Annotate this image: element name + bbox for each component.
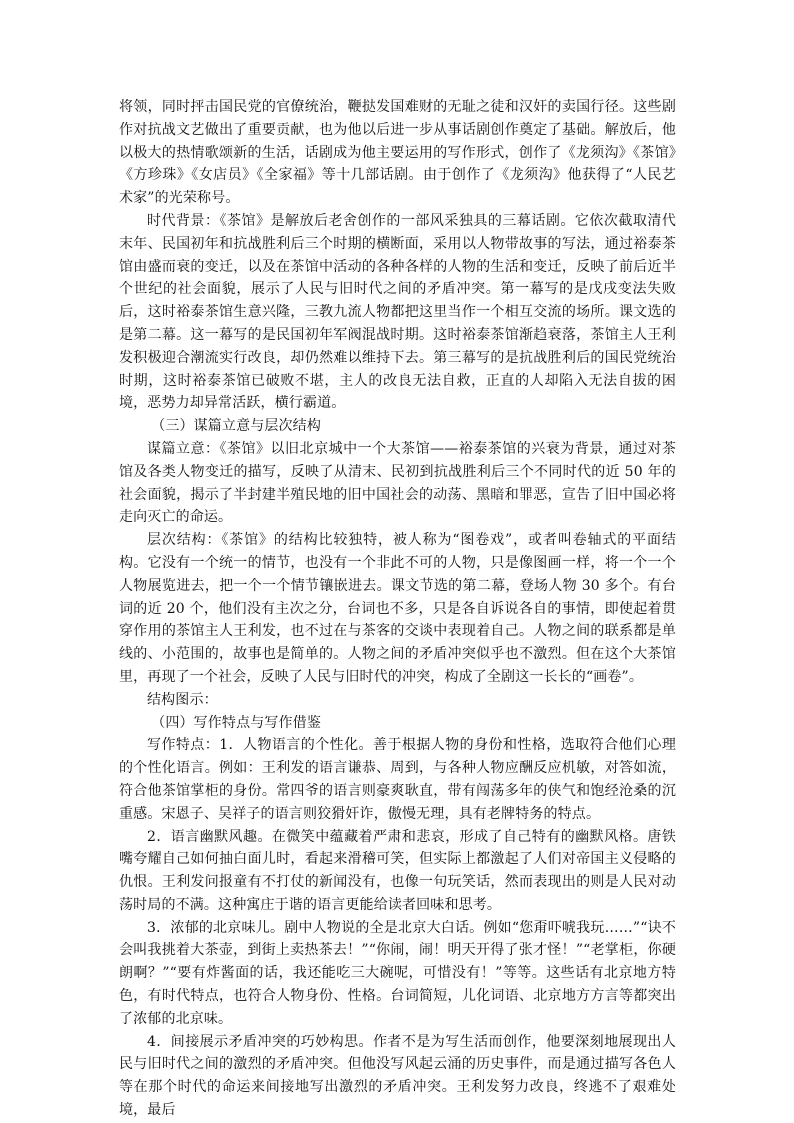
paragraph-structure-diagram-label: 结构图示： [147, 691, 218, 708]
section-heading-writing: （四）写作特点与写作借鉴 [151, 714, 321, 731]
paragraph-feature-3: 3．浓郁的北京味儿。剧中人物说的全是北京大白话。例如“您甭吓唬我玩……”“诀不会叫我挑着大茶壶，到街上卖热茶去！”“你闹，闹！明天开得了张才怪！”“老掌柜，你硬朗啊？”“要有炸酱面的话，我还能吃三大碗呢，可惜没有！”等等。这些话有北京地方特色，有时代特点，也符合人物身份、性格。台词简短，儿化词语、北京地方方言等都突出了浓郁的北京味。 [119, 919, 676, 1027]
paragraph-feature-1: 写作特点：1．人物语言的个性化。善于根据人物的身份和性格，选取符合他们心理的个性化语言。例如：王利发的语言谦恭、周到，与各种人物应酬反应机敏，对答如流，符合他茶馆掌柜的身份。常四爷的语言则豪爽耿直，带有闯荡多年的侠气和饱经沧桑的沉重感。宋恩子、吴祥子的语言则狡猾奸诈，傲慢无理，具有老牌特务的特点。 [119, 737, 676, 822]
paragraph-feature-2: 2．语言幽默风趣。在微笑中蕴藏着严肃和悲哀，形成了自己特有的幽默风格。唐铁嘴夸耀自己如何抽白面儿时，看起来滑稽可笑，但实际上都激起了人们对帝国主义侵略的仇恨。王利发问报童有不打仗的新闻没有，也像一句玩笑话，然而表现出的则是人民对动荡时局的不满。这种寓庄于谐的语言更能给读者回味和思考。 [119, 828, 676, 913]
section-heading-structure: （三）谋篇立意与层次结构 [151, 418, 321, 435]
paragraph-feature-4: 4．间接展示矛盾冲突的巧妙构思。作者不是为写生活而创作，他要深刻地展现出人民与旧时代之间的激烈的矛盾冲突。但他没写风起云涌的历史事件，而是通过描写各色人等在那个时代的命运来间接地写出激烈的矛盾冲突。王利发努力改良，终逃不了艰难处境，最后 [119, 1033, 676, 1119]
document-body [119, 96, 676, 1122]
paragraph-author-intro: 将领，同时抨击国民党的官僚统治，鞭挞发国难财的无耻之徒和汉奸的卖国行径。这些剧作对抗战文艺做出了重要贡献，也为他以后进一步从事话剧创作奠定了基础。解放后，他以极大的热情歌颂新的生活，话剧成为他主要运用的写作形式，创作了《龙须沟》《茶馆》《方珍珠》《女店员》《全家福》等十几部话剧。由于创作了《龙须沟》他获得了“人民艺术家”的光荣称号。 [119, 99, 676, 207]
paragraph-theme: 谋篇立意：《茶馆》以旧北京城中一个大茶馆——裕泰茶馆的兴衰为背景，通过对茶馆及各类人物变迁的描写，反映了从清末、民初到抗战胜利后三个不同时代的近 50 年的社会面貌，揭示了半封建半殖民地的旧中国社会的动荡、黑暗和罪恶，宣告了旧中国必将走向灭亡的命运。 [119, 440, 676, 526]
paragraph-time-background: 时代背景：《茶馆》是解放后老舍创作的一部风采独具的三幕话剧。它依次截取清代末年、民国初年和抗战胜利后三个时期的横断面，采用以人物带故事的写法，通过裕泰茶馆由盛而衰的变迁，以及在茶馆中活动的各种各样的人物的生活和变迁，反映了前后近半个世纪的社会面貌，展示了人民与旧时代之间的矛盾冲突。第一幕写的是戊戌变法失败后，这时裕泰茶馆生意兴隆，三教九流人物都把这里当作一个相互交流的场所。课文选的是第二幕。这一幕写的是民国初年军阀混战时期。这时裕泰茶馆渐趋衰落，茶馆主人王利发积极迎合潮流实行改良，却仍然难以维持下去。第三幕写的是抗战胜利后的国民党统治时期，这时裕泰茶馆已破败不堪，主人的改良无法自救，正直的人却陷入无法自拔的困境，恶势力却异常活跃，横行霸道。 [119, 212, 676, 412]
paragraph-structure: 层次结构：《茶馆》的结构比较独特，被人称为“图卷戏”，或者叫卷轴式的平面结构。它没有一个统一的情节，也没有一个非此不可的人物，只是像图画一样，将一个一个人物展览进去，把一个一个情节镶嵌进去。课文节选的第二幕，登场人物 30 多个。有台词的近 20 个，他们没有主次之分，台词也不多，只是各自诉说各自的事情，即使起着贯穿作用的茶馆主人王利发，也不过在与茶客的交谈中表现着自己。人物之间的联系都是单线的、小范围的，故事也是简单的。人物之间的矛盾冲突似乎也不激烈。但在这个大茶馆里，再现了一个社会，反映了人民与旧时代的冲突，构成了全剧这一长长的“画卷”。 [119, 532, 676, 685]
